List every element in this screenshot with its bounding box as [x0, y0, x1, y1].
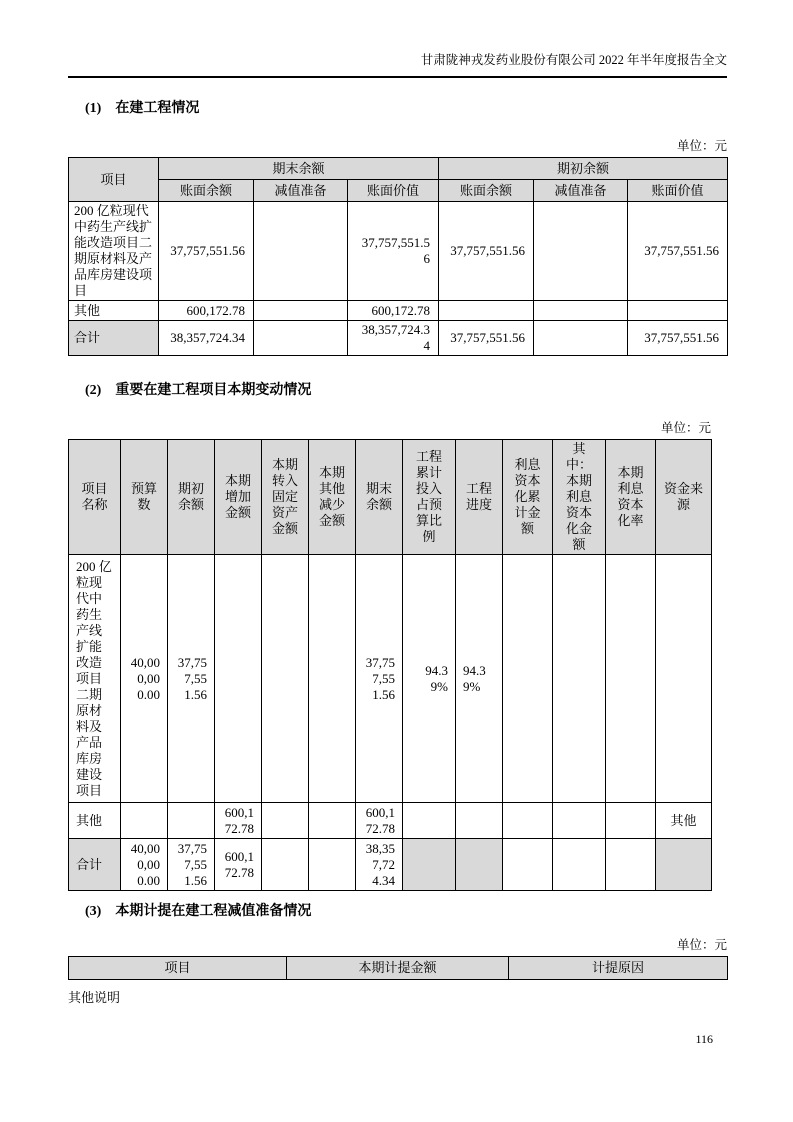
subheader-cell: 账面余额 [439, 180, 534, 202]
data-cell [168, 803, 215, 839]
header-cell: 其中：本期利息资本化金额 [553, 440, 606, 555]
subheader-cell: 减值准备 [534, 180, 628, 202]
header-cell: 利息资本化累计金额 [503, 440, 553, 555]
data-cell [262, 803, 309, 839]
header-cell: 本期其他减少金额 [309, 440, 356, 555]
table-row-total [69, 839, 712, 891]
subheader-cell: 账面余额 [159, 180, 254, 202]
header-cell: 工程累计投入占预算比例 [403, 440, 456, 555]
data-cell [553, 803, 606, 839]
section-1-number: (1) [85, 101, 102, 116]
other-notes-label: 其他说明 [68, 990, 121, 1005]
data-cell [534, 301, 628, 321]
data-cell [262, 839, 309, 891]
data-cell: 37,757,551.56 [628, 321, 728, 356]
data-cell: 37,757,551.56 [628, 202, 728, 301]
data-cell [309, 555, 356, 803]
data-cell [656, 555, 712, 803]
row-label-total: 合计 [69, 839, 121, 891]
data-cell: 40,000,000.00 [121, 839, 168, 891]
data-cell [628, 301, 728, 321]
data-cell [656, 839, 712, 891]
data-cell: 600,172.78 [215, 839, 262, 891]
page-number: 116 [695, 1032, 713, 1046]
header-cell: 预算数 [121, 440, 168, 555]
data-cell [254, 321, 348, 356]
data-cell: 37,757,551.56 [439, 202, 534, 301]
data-cell: 37,757,551.56 [159, 202, 254, 301]
header-cell-item: 项目 [69, 158, 159, 202]
construction-in-progress-table [68, 157, 728, 356]
data-cell [606, 803, 656, 839]
data-cell [254, 301, 348, 321]
section-1-title: 在建工程情况 [115, 101, 200, 116]
row-label: 其他 [69, 803, 121, 839]
table-header-row [69, 158, 728, 180]
header-cell-ending-balance: 期末余额 [159, 158, 439, 180]
table-subheader-row [69, 180, 728, 202]
subheader-cell: 减值准备 [254, 180, 348, 202]
data-cell: 38,357,724.34 [356, 839, 403, 891]
header-cell: 资金来源 [656, 440, 712, 555]
data-cell: 37,757,551.56 [168, 555, 215, 803]
data-cell: 94.39% [456, 555, 503, 803]
data-cell [534, 321, 628, 356]
data-cell [121, 803, 168, 839]
data-cell-funding-source: 其他 [656, 803, 712, 839]
unit-label-2: 单位：元 [660, 421, 711, 435]
table-row-other [69, 301, 728, 321]
header-cell-provision-amount: 本期计提金额 [287, 957, 509, 980]
section-2-number: (2) [85, 383, 102, 398]
data-cell [439, 301, 534, 321]
unit-label-1: 单位：元 [676, 139, 727, 153]
data-cell [403, 803, 456, 839]
header-cell: 工程进度 [456, 440, 503, 555]
report-header-title: 甘肃陇神戎发药业股份有限公司 2022 年半年度报告全文 [420, 53, 727, 67]
section-3-heading [68, 903, 727, 921]
data-cell [215, 555, 262, 803]
page-content [68, 0, 727, 1006]
data-cell: 600,172.78 [356, 803, 403, 839]
data-cell [403, 839, 456, 891]
report-header [68, 0, 727, 78]
data-cell [534, 202, 628, 301]
data-cell: 37,757,551.56 [439, 321, 534, 356]
table-row-total [69, 321, 728, 356]
row-label: 其他 [69, 301, 159, 321]
header-cell: 项目名称 [69, 440, 121, 555]
data-cell: 600,172.78 [348, 301, 439, 321]
header-cell: 本期转入固定资产金额 [262, 440, 309, 555]
data-cell: 600,172.78 [159, 301, 254, 321]
subheader-cell: 账面价值 [348, 180, 439, 202]
row-label-total: 合计 [69, 321, 159, 356]
table-row-project [69, 555, 712, 803]
data-cell [606, 555, 656, 803]
data-cell [606, 839, 656, 891]
table-row-project [69, 202, 728, 301]
table-header-row [69, 957, 728, 980]
section-3-title: 本期计提在建工程减值准备情况 [115, 904, 312, 919]
section-2-title: 重要在建工程项目本期变动情况 [115, 383, 312, 398]
data-cell [456, 803, 503, 839]
data-cell [503, 839, 553, 891]
data-cell [553, 839, 606, 891]
header-cell: 期初余额 [168, 440, 215, 555]
header-cell: 本期增加金额 [215, 440, 262, 555]
header-cell: 本期利息资本化率 [606, 440, 656, 555]
data-cell [309, 839, 356, 891]
data-cell [503, 555, 553, 803]
data-cell: 37,757,551.56 [168, 839, 215, 891]
data-cell [503, 803, 553, 839]
row-label: 200 亿粒现代中药生产线扩能改造项目二期原材料及产品库房建设项目 [69, 202, 159, 301]
data-cell [254, 202, 348, 301]
data-cell: 40,000,000.00 [121, 555, 168, 803]
section-1-heading [68, 100, 727, 118]
data-cell: 37,757,551.56 [348, 202, 439, 301]
data-cell: 94.39% [403, 555, 456, 803]
subheader-cell: 账面价值 [628, 180, 728, 202]
unit-label-3: 单位：元 [676, 938, 727, 952]
header-cell-provision-reason: 计提原因 [509, 957, 728, 980]
table-row-other [69, 803, 712, 839]
data-cell: 600,172.78 [215, 803, 262, 839]
data-cell [553, 555, 606, 803]
header-cell-beginning-balance: 期初余额 [439, 158, 728, 180]
header-cell: 期末余额 [356, 440, 403, 555]
header-cell-item: 项目 [69, 957, 287, 980]
section-3-number: (3) [85, 904, 102, 919]
table-header-row [69, 440, 712, 555]
data-cell: 37,757,551.56 [356, 555, 403, 803]
data-cell [309, 803, 356, 839]
data-cell [262, 555, 309, 803]
data-cell [456, 839, 503, 891]
row-label: 200 亿粒现代中药生产线扩能改造项目二期原材料及产品库房建设项目 [69, 555, 121, 803]
data-cell: 38,357,724.34 [159, 321, 254, 356]
impairment-provision-table [68, 956, 728, 980]
data-cell: 38,357,724.34 [348, 321, 439, 356]
major-projects-change-table [68, 439, 712, 891]
section-2-heading [68, 382, 727, 400]
